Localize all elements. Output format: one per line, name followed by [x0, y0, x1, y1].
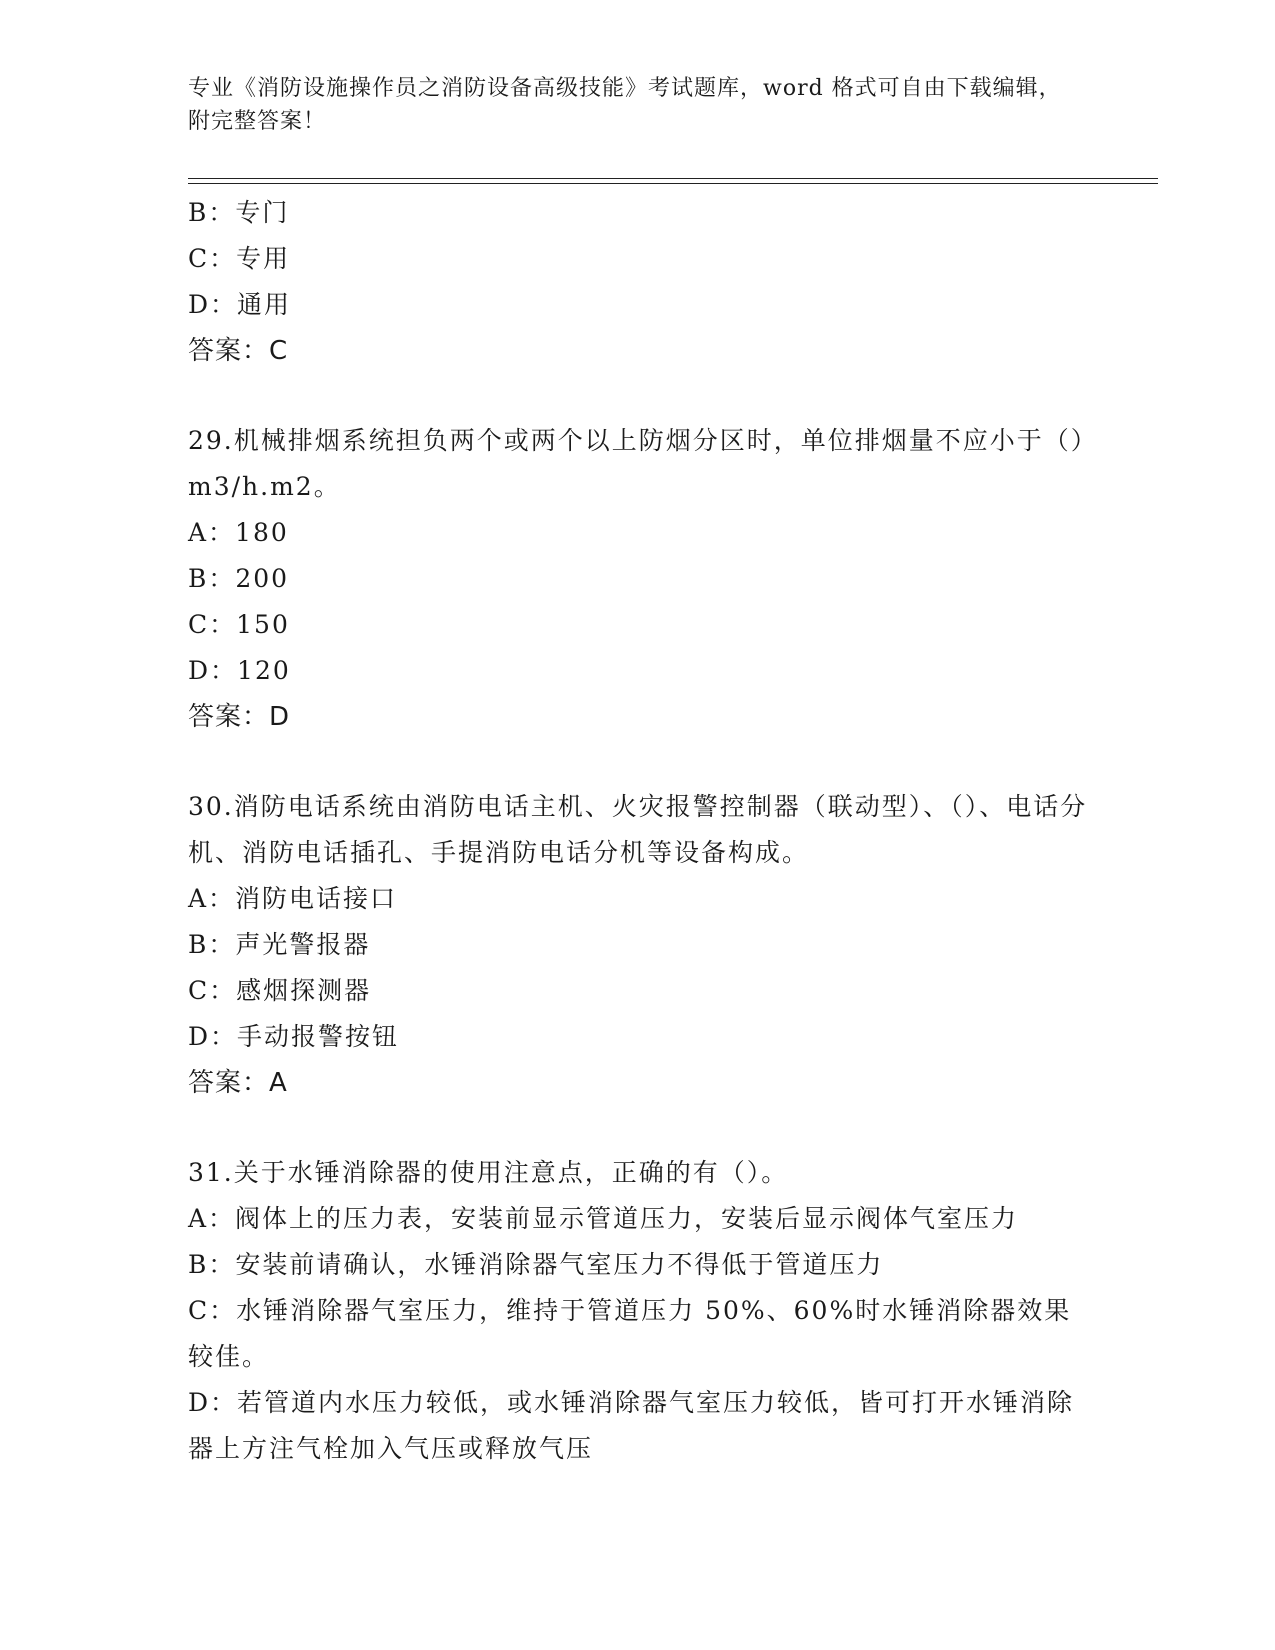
option-c: C：水锤消除器气室压力，维持于管道压力 50%、60%时水锤消除器效果较佳。 [188, 1296, 1072, 1371]
option-b: B：专门 [188, 198, 290, 227]
option-c: C：150 [188, 610, 290, 639]
question-30-block [188, 784, 1088, 1106]
question-text: 31.关于水锤消除器的使用注意点，正确的有（）。 [188, 1158, 789, 1187]
option-d: D：通用 [188, 290, 292, 319]
option-c: C：专用 [188, 244, 291, 273]
option-b: B：安装前请确认，水锤消除器气室压力不得低于管道压力 [188, 1250, 884, 1279]
answer-line: 答案：A [188, 1068, 288, 1098]
option-a: A：180 [188, 518, 289, 547]
option-a: A：消防电话接口 [188, 884, 398, 913]
question-29-block [188, 418, 1088, 740]
option-b: B：200 [188, 564, 290, 593]
question-text: 30.消防电话系统由消防电话主机、火灾报警控制器（联动型）、（）、电话分机、消防电话插孔、手提消防电话分机等设备构成。 [188, 792, 1088, 867]
option-d: D：手动报警按钮 [188, 1022, 400, 1051]
question-text: 29.机械排烟系统担负两个或两个以上防烟分区时，单位排烟量不应小于（）m3/h.m2。 [188, 426, 1086, 501]
answer-line: 答案：D [188, 702, 291, 732]
answer-line: 答案：C [188, 336, 289, 366]
option-d: D：若管道内水压力较低，或水锤消除器气室压力较低，皆可打开水锤消除器上方注气栓加入气压或释放气压 [188, 1388, 1075, 1463]
question-31-block [188, 1150, 1088, 1472]
document-header: 专业《消防设施操作员之消防设备高级技能》考试题库，word 格式可自由下载编辑，附完整答案！ [188, 76, 1062, 134]
option-c: C：感烟探测器 [188, 976, 372, 1005]
option-b: B：声光警报器 [188, 930, 371, 959]
header-rule-top [188, 178, 1158, 179]
question-28-block [188, 190, 1088, 374]
header-rule-bottom [188, 183, 1158, 184]
option-d: D：120 [188, 656, 291, 685]
document-body [188, 190, 1088, 1472]
option-a: A：阀体上的压力表，安装前显示管道压力，安装后显示阀体气室压力 [188, 1204, 1019, 1233]
